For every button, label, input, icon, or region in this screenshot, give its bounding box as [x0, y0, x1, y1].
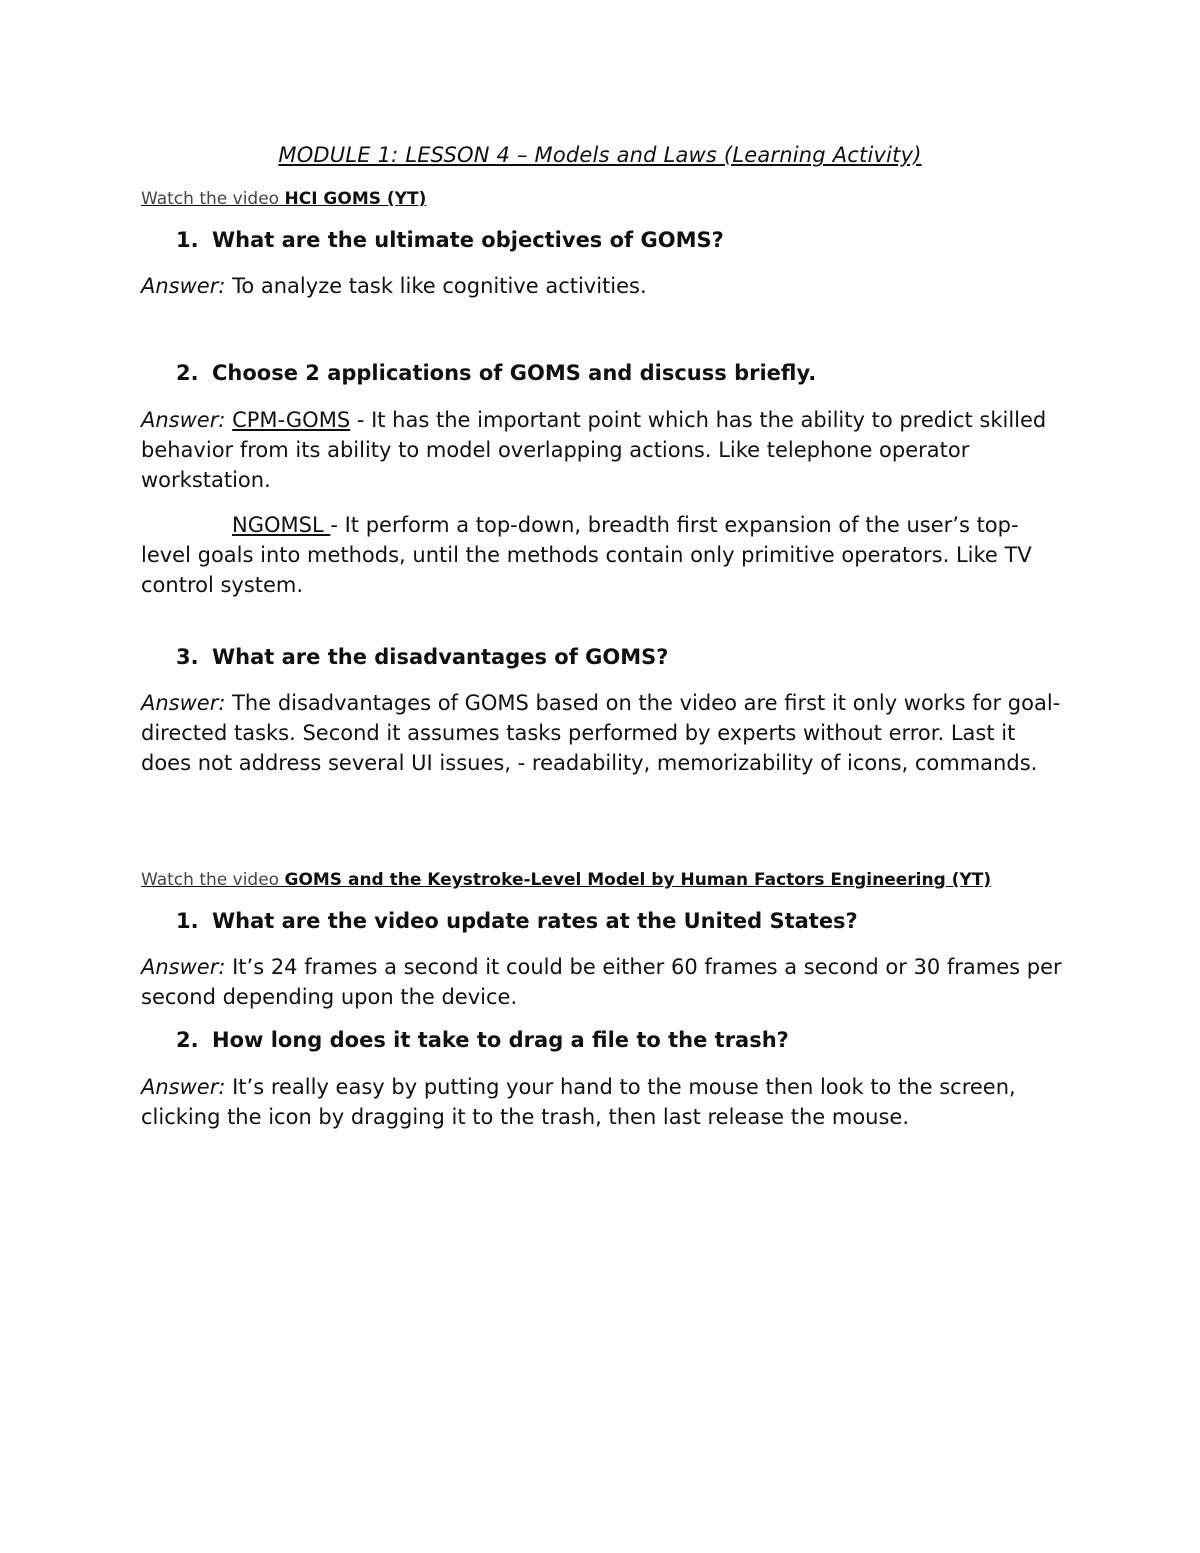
- question-number: 2.: [176, 1028, 199, 1052]
- answer-label: Answer:: [141, 274, 226, 298]
- answer-text: - It has the important point which has the ability to predict skilled behavior from its ability to model overlapping actions. Like telephone operator workstation.: [141, 408, 1047, 492]
- video-title-link[interactable]: HCI GOMS (YT): [284, 189, 427, 209]
- question-heading: [176, 645, 668, 669]
- answer-paragraph: [141, 688, 1066, 778]
- answer-text: To analyze task like cognitive activities.: [225, 274, 647, 298]
- video-link-line-2: [141, 870, 991, 890]
- answer-label: Answer:: [141, 691, 226, 715]
- video-title-link[interactable]: GOMS and the Keystroke-Level Model by Human Factors Engineering (YT): [284, 870, 992, 890]
- answer-text: The disadvantages of GOMS based on the video are first it only works for goal-directed tasks. Second it assumes tasks performed by experts without error. Last it does not address several UI issues, - readability, memorizability of icons, commands.: [141, 691, 1061, 775]
- question-heading: [176, 909, 858, 933]
- question-heading: [176, 228, 724, 252]
- question-text: What are the disadvantages of GOMS?: [212, 645, 669, 669]
- question-number: 3.: [176, 645, 199, 669]
- question-heading: [176, 361, 816, 385]
- question-number: 2.: [176, 361, 199, 385]
- question-text: What are the ultimate objectives of GOMS?: [212, 228, 724, 252]
- watch-prefix: Watch the video: [141, 870, 285, 890]
- answer-label: Answer:: [141, 408, 226, 432]
- answer-paragraph: [141, 1072, 1066, 1132]
- question-text: What are the video update rates at the United States?: [212, 909, 858, 933]
- question-number: 1.: [176, 228, 199, 252]
- question-text: How long does it take to drag a file to the trash?: [212, 1028, 789, 1052]
- answer-paragraph: [141, 952, 1066, 1012]
- answer-term-ngomsl: NGOMSL: [232, 513, 331, 537]
- video-link-line-1: [141, 189, 426, 209]
- answer-text: - It perform a top-down, breadth first expansion of the user’s top-level goals into methods, until the methods contain only primitive operators. Like TV control system.: [141, 513, 1032, 597]
- question-heading: [176, 1028, 789, 1052]
- question-text: Choose 2 applications of GOMS and discuss briefly.: [212, 361, 817, 385]
- answer-text: It’s really easy by putting your hand to the mouse then look to the screen, clicking the icon by dragging it to the trash, then last release the mouse.: [141, 1075, 1016, 1129]
- answer-label: Answer:: [141, 955, 226, 979]
- document-title: MODULE 1: LESSON 4 – Models and Laws (Learning Activity): [278, 143, 922, 167]
- answer-term-cpm-goms: CPM-GOMS: [232, 408, 351, 432]
- answer-paragraph: [141, 405, 1066, 495]
- answer-label: Answer:: [141, 1075, 226, 1099]
- watch-prefix: Watch the video: [141, 189, 285, 209]
- answer-paragraph: [141, 510, 1066, 600]
- answer-paragraph: [141, 271, 1066, 301]
- answer-text: It’s 24 frames a second it could be either 60 frames a second or 30 frames per second depending upon the device.: [141, 955, 1062, 1009]
- question-number: 1.: [176, 909, 199, 933]
